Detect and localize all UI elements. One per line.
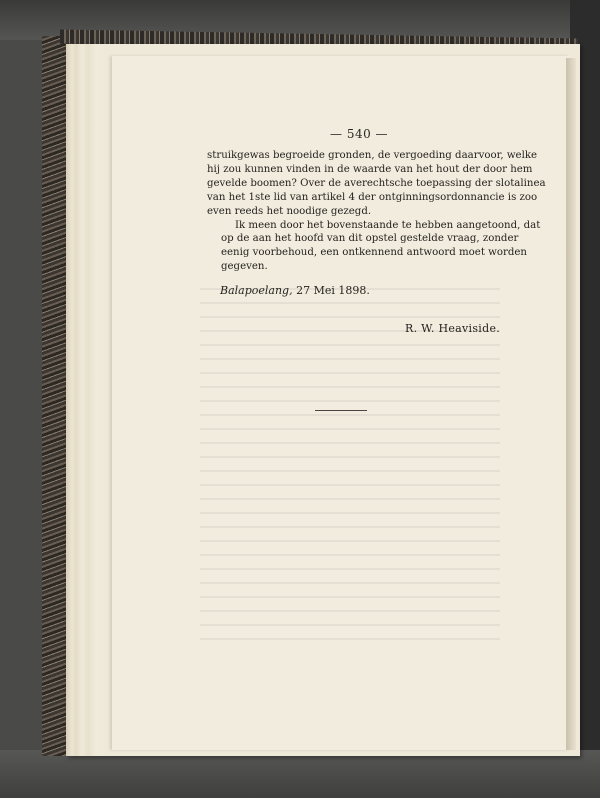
date: 27 Mei 1898. [296, 284, 370, 297]
signature: R. W. Heaviside. [405, 322, 501, 335]
text-line: struikgewas begroeide gronden, de vergoeding daarvoor, welke [207, 150, 538, 161]
page-number: — 540 — [330, 127, 389, 141]
place-date-line [220, 284, 370, 297]
text-line: van het 1ste lid van artikel 4 der ontginningsordonnancie is zoo [207, 191, 538, 203]
body-text [207, 149, 546, 274]
text-line: even reeds het noodige gezegd. [207, 205, 372, 217]
paragraph-1 [207, 149, 546, 219]
text-line: eenig voorbehoud, een ontkennend antwoord moet worden [221, 247, 527, 259]
scan-backdrop-bottom [0, 750, 600, 798]
facing-page-edge [566, 58, 576, 750]
section-rule [315, 410, 367, 411]
paragraph-2 [207, 219, 541, 275]
text-line: gevelde boomen? Over de averechtsche toepassing der slotalinea [207, 177, 546, 189]
text-line: op de aan het hoofd van dit opstel gestelde vraag, zonder [221, 233, 519, 245]
text-line: Ik meen door het bovenstaande te hebben aangetoond, dat [235, 219, 541, 231]
text-line: gegeven. [221, 261, 268, 273]
text-line: hij zou kunnen vinden in de waarde van het hout der door hem [207, 163, 533, 175]
place: Balapoelang, [220, 284, 293, 297]
